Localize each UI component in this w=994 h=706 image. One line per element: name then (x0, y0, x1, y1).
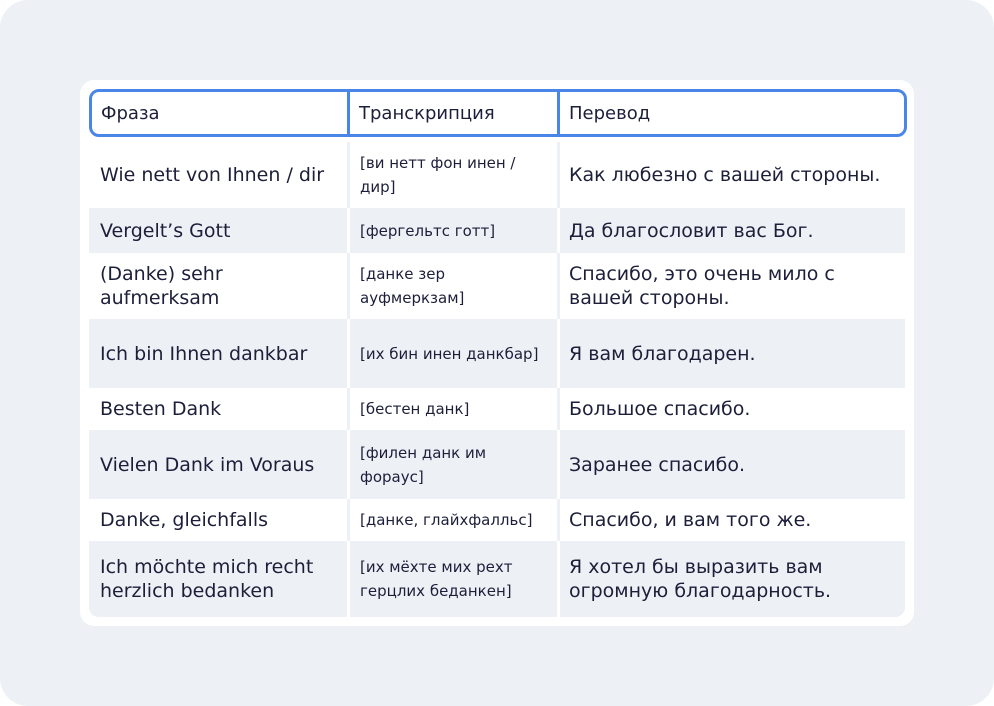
transcription-cell: [их мёхте мих рехт герцлих беданкен] (350, 541, 560, 617)
translation-cell: Да благословит вас Бог. (560, 208, 905, 253)
translation-cell: Я вам благодарен. (560, 319, 905, 388)
transcription-cell: [данке, глайхфалльс] (350, 499, 560, 541)
table-row (89, 208, 905, 253)
table-header (89, 89, 907, 137)
translation-cell: Большое спасибо. (560, 388, 905, 430)
translation-cell: Спасибо, это очень мило с вашей стороны. (560, 253, 905, 319)
transcription-cell: [их бин инен данкбар] (350, 319, 560, 388)
translation-cell: Я хотел бы выразить вам огромную благодарность. (560, 541, 905, 617)
phrase-cell: Vielen Dank im Voraus (89, 430, 350, 499)
header-transcription: Транскрипция (350, 92, 560, 134)
phrase-cell: Wie nett von Ihnen / dir (89, 142, 350, 208)
transcription-cell: [ви нетт фон инен / дир] (350, 142, 560, 208)
phrase-cell: Besten Dank (89, 388, 350, 430)
phrase-cell: (Danke) sehr aufmerksam (89, 253, 350, 319)
transcription-cell: [фергельтс готт] (350, 208, 560, 253)
phrase-cell: Danke, gleichfalls (89, 499, 350, 541)
translation-cell: Заранее спасибо. (560, 430, 905, 499)
table-row (89, 430, 905, 499)
table-row (89, 388, 905, 430)
header-translation: Перевод (569, 102, 651, 124)
table-row (89, 541, 905, 617)
table-row (89, 319, 905, 388)
translation-cell: Спасибо, и вам того же. (560, 499, 905, 541)
transcription-cell: [филен данк им форaус] (350, 430, 560, 499)
header-phrase: Фраза (92, 92, 350, 134)
phrase-cell: Vergelt’s Gott (89, 208, 350, 253)
transcription-cell: [данке зер ауфмеркзам] (350, 253, 560, 319)
phrase-table (89, 142, 905, 617)
table-row (89, 499, 905, 541)
table-row (89, 142, 905, 208)
phrase-cell: Ich möchte mich recht herzlich bedanken (89, 541, 350, 617)
phrase-cell: Ich bin Ihnen dankbar (89, 319, 350, 388)
table-row (89, 253, 905, 319)
translation-cell: Как любезно с вашей стороны. (560, 142, 905, 208)
transcription-cell: [бестен данк] (350, 388, 560, 430)
